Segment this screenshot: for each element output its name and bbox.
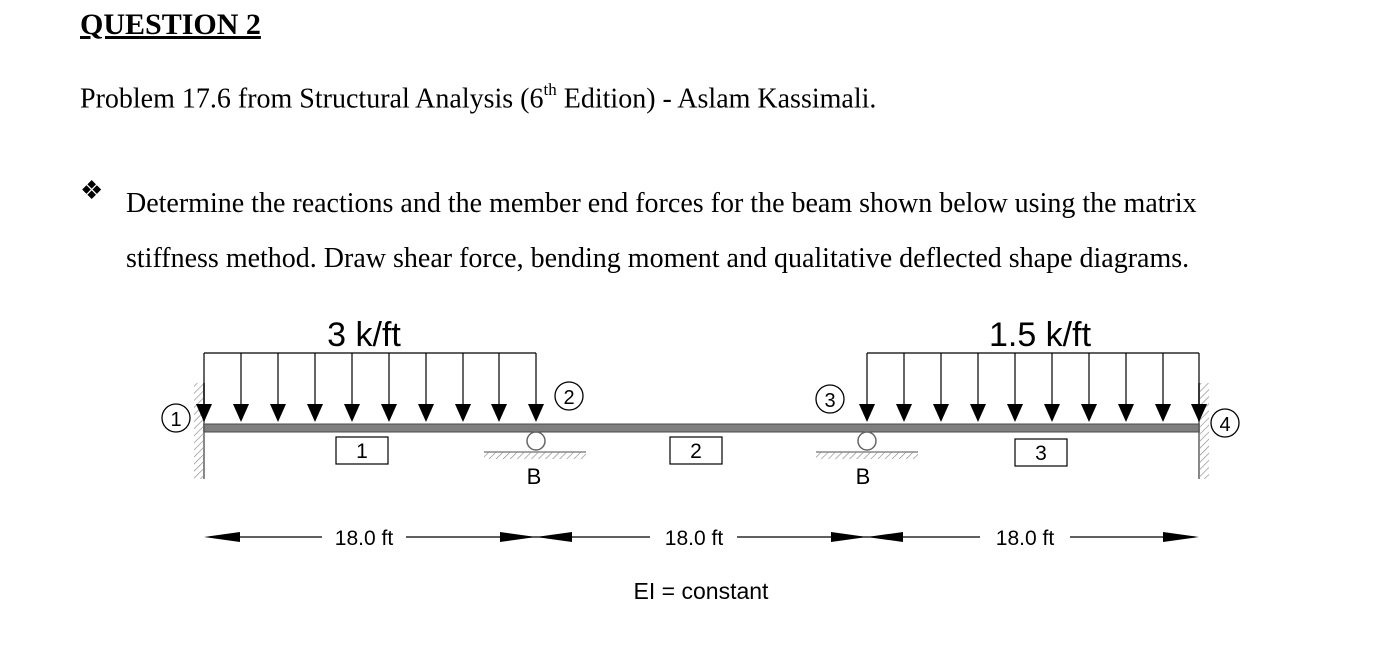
node-label-1: 1 xyxy=(170,409,182,431)
support-label-left: B xyxy=(526,464,542,489)
four-diamond-bullet-icon: ❖ xyxy=(80,176,104,205)
load-label-right: 1.5 k/ft xyxy=(988,316,1092,354)
roller-support-left xyxy=(484,432,586,459)
node-marker-1 xyxy=(162,404,190,432)
fixed-support-left-hatch xyxy=(194,383,204,479)
problem-suffix: Edition) - Aslam Kassimali. xyxy=(556,83,877,115)
member-label-2: 2 xyxy=(690,440,702,463)
distributed-load-right xyxy=(867,353,1199,410)
fixed-support-right-hatch xyxy=(1199,383,1209,479)
node-label-3: 3 xyxy=(824,390,836,412)
load-arrows-right xyxy=(859,404,1207,422)
dimension-label-3: 18.0 ft xyxy=(995,527,1055,550)
support-label-right: B xyxy=(855,464,871,489)
task-line-1: Determine the reactions and the member end forces for the beam shown below using the matrix xyxy=(126,188,1197,219)
beam xyxy=(204,424,1199,432)
distributed-load-left xyxy=(204,353,536,410)
node-label-4: 4 xyxy=(1219,414,1231,436)
node-label-2: 2 xyxy=(563,387,575,409)
roller-support-right xyxy=(816,432,918,459)
load-arrows-left xyxy=(196,404,544,422)
node-marker-4 xyxy=(1211,409,1239,437)
member-label-3: 3 xyxy=(1035,442,1047,465)
problem-superscript: th xyxy=(543,80,557,99)
dimension-label-1: 18.0 ft xyxy=(334,527,394,550)
question-title: QUESTION 2 xyxy=(80,8,261,41)
member-box-2 xyxy=(670,437,722,464)
node-marker-3 xyxy=(816,385,844,413)
ei-note: EI = constant xyxy=(633,578,769,604)
member-box-1 xyxy=(336,437,388,464)
member-label-1: 1 xyxy=(356,440,368,463)
problem-prefix: Problem 17.6 from Structural Analysis (6 xyxy=(80,83,544,115)
load-label-left: 3 k/ft xyxy=(327,316,401,354)
member-box-3 xyxy=(1015,439,1067,466)
dimension-label-2: 18.0 ft xyxy=(664,527,724,550)
node-marker-2 xyxy=(555,382,583,410)
task-line-2: stiffness method. Draw shear force, bending moment and qualitative deflected shape diagrams. xyxy=(126,243,1190,274)
